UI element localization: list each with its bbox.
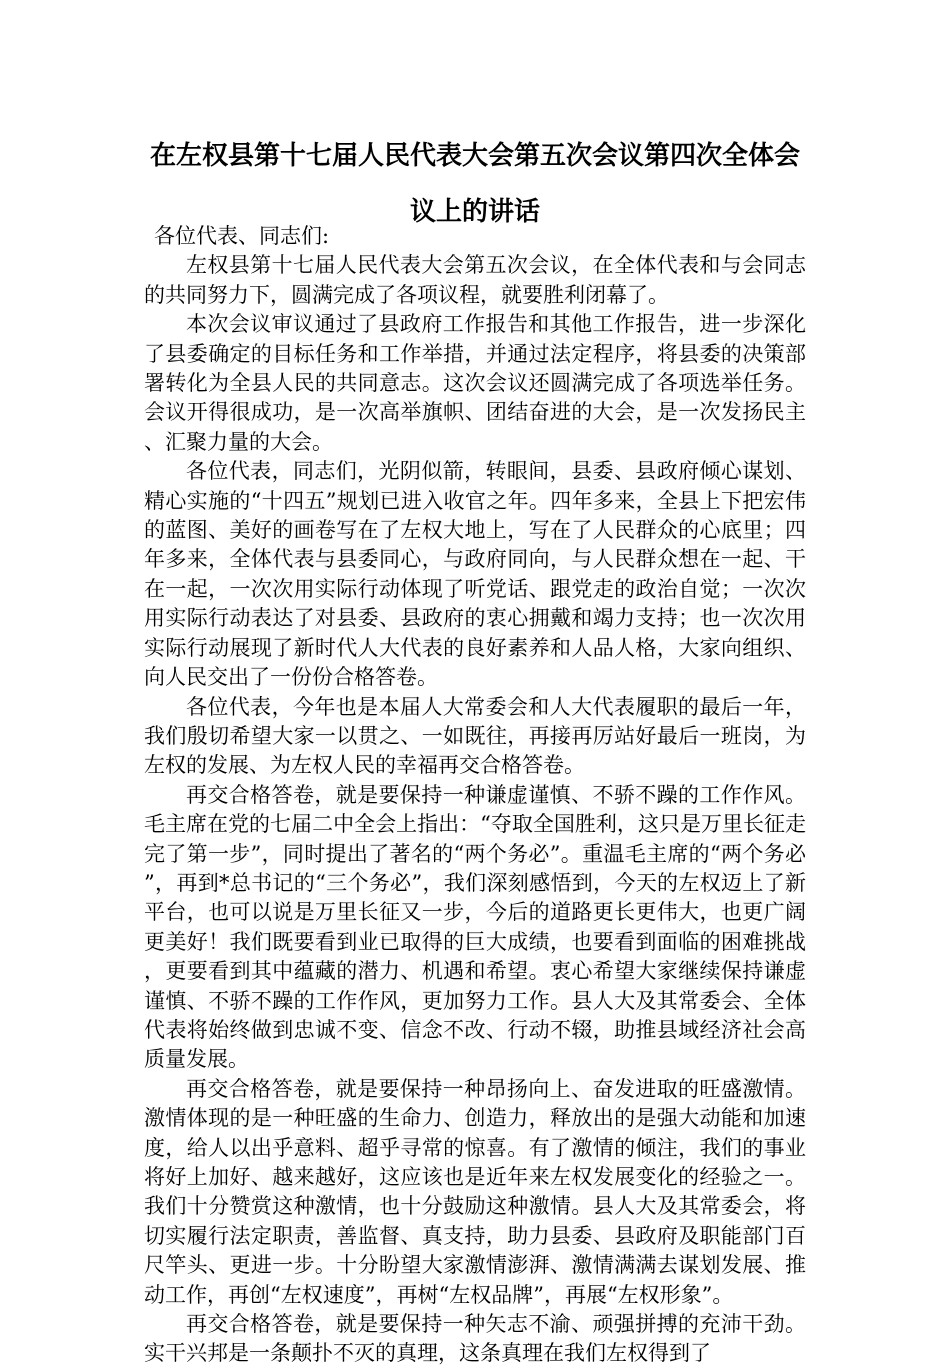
document-title: 在左权县第十七届人民代表大会第五次会议第四次全体会议上的讲话 <box>149 141 800 227</box>
paragraph-6: 再交合格答卷，就是要保持一种昂扬向上、奋发进取的旺盛激情。激情体现的是一种旺盛的生命力、创造力，释放出的是强大动能和加速度，给人以出乎意料、超乎寻常的惊喜。有了激情的倾注，我们的事业将好上加好、越来越好，这应该也是近年来左权发展变化的经验之一。我们十分赞赏这种激情，也十分鼓励这种激情。县人大及其常委会，将切实履行法定职责，善监督、真支持，助力县委、县政府及职能部门百尺竿头、更进一步。十分盼望大家激情澎湃、激情满满去谋划发展、推动工作，再创“左权速度”，再树“左权品牌”，再展“左权形象”。 <box>144 1076 806 1307</box>
paragraph-2: 本次会议审议通过了县政府工作报告和其他工作报告，进一步深化了县委确定的目标任务和工作举措，并通过法定程序，将县委的决策部署转化为全县人民的共同意志。这次会议还圆满完成了各项选举任务。会议开得很成功，是一次高举旗帜、团结奋进的大会，是一次发扬民主、汇聚力量的大会。 <box>144 312 806 454</box>
document-body <box>144 222 806 1369</box>
paragraph-7: 再交合格答卷，就是要保持一种矢志不渝、顽强拼搏的充沛干劲。实干兴邦是一条颠扑不灭的真理，这条真理在我们左权得到了 <box>144 1312 806 1366</box>
paragraph-3: 各位代表，同志们，光阴似箭，转眼间，县委、县政府倾心谋划、精心实施的“十四五”规划已进入收官之年。四年多来，全县上下把宏伟的蓝图、美好的画卷写在了左权大地上，写在了人民群众的心底里；四年多来，全体代表与县委同心，与政府同向，与人民群众想在一起、干在一起，一次次用实际行动体现了听党话、跟党走的政治自觉；一次次用实际行动表达了对县委、县政府的衷心拥戴和竭力支持；也一次次用实际行动展现了新时代人大代表的良好素养和人品人格，大家向组织、向人民交出了一份份合格答卷。 <box>144 459 806 690</box>
paragraph-4: 各位代表，今年也是本届人大常委会和人大代表履职的最后一年，我们殷切希望大家一以贯之、一如既往，再接再厉站好最后一班岗，为左权的发展、为左权人民的幸福再交合格答卷。 <box>144 694 806 778</box>
salutation: 各位代表、同志们: <box>154 224 330 248</box>
paragraph-1: 左权县第十七届人民代表大会第五次会议，在全体代表和与会同志的共同努力下，圆满完成了各项议程，就要胜利闭幕了。 <box>144 253 806 307</box>
paragraph-5: 再交合格答卷，就是要保持一种谦虚谨慎、不骄不躁的工作作风。毛主席在党的七届二中全会上指出：“夺取全国胜利，这只是万里长征走完了第一步”，同时提出了著名的“两个务必”。重温毛主席的“两个务必”，再到*总书记的“三个务必”，我们深刻感悟到，今天的左权迈上了新平台，也可以说是万里长征又一步，今后的道路更长更伟大，也更广阔更美好！我们既要看到业已取得的巨大成绩，也要看到面临的困难挑战，更要看到其中蕴藏的潜力、机遇和希望。衷心希望大家继续保持谦虚谨慎、不骄不躁的工作作风，更加努力工作。县人大及其常委会、全体代表将始终做到忠诚不变、信念不改、行动不辍，助推县域经济社会高质量发展。 <box>144 782 806 1072</box>
